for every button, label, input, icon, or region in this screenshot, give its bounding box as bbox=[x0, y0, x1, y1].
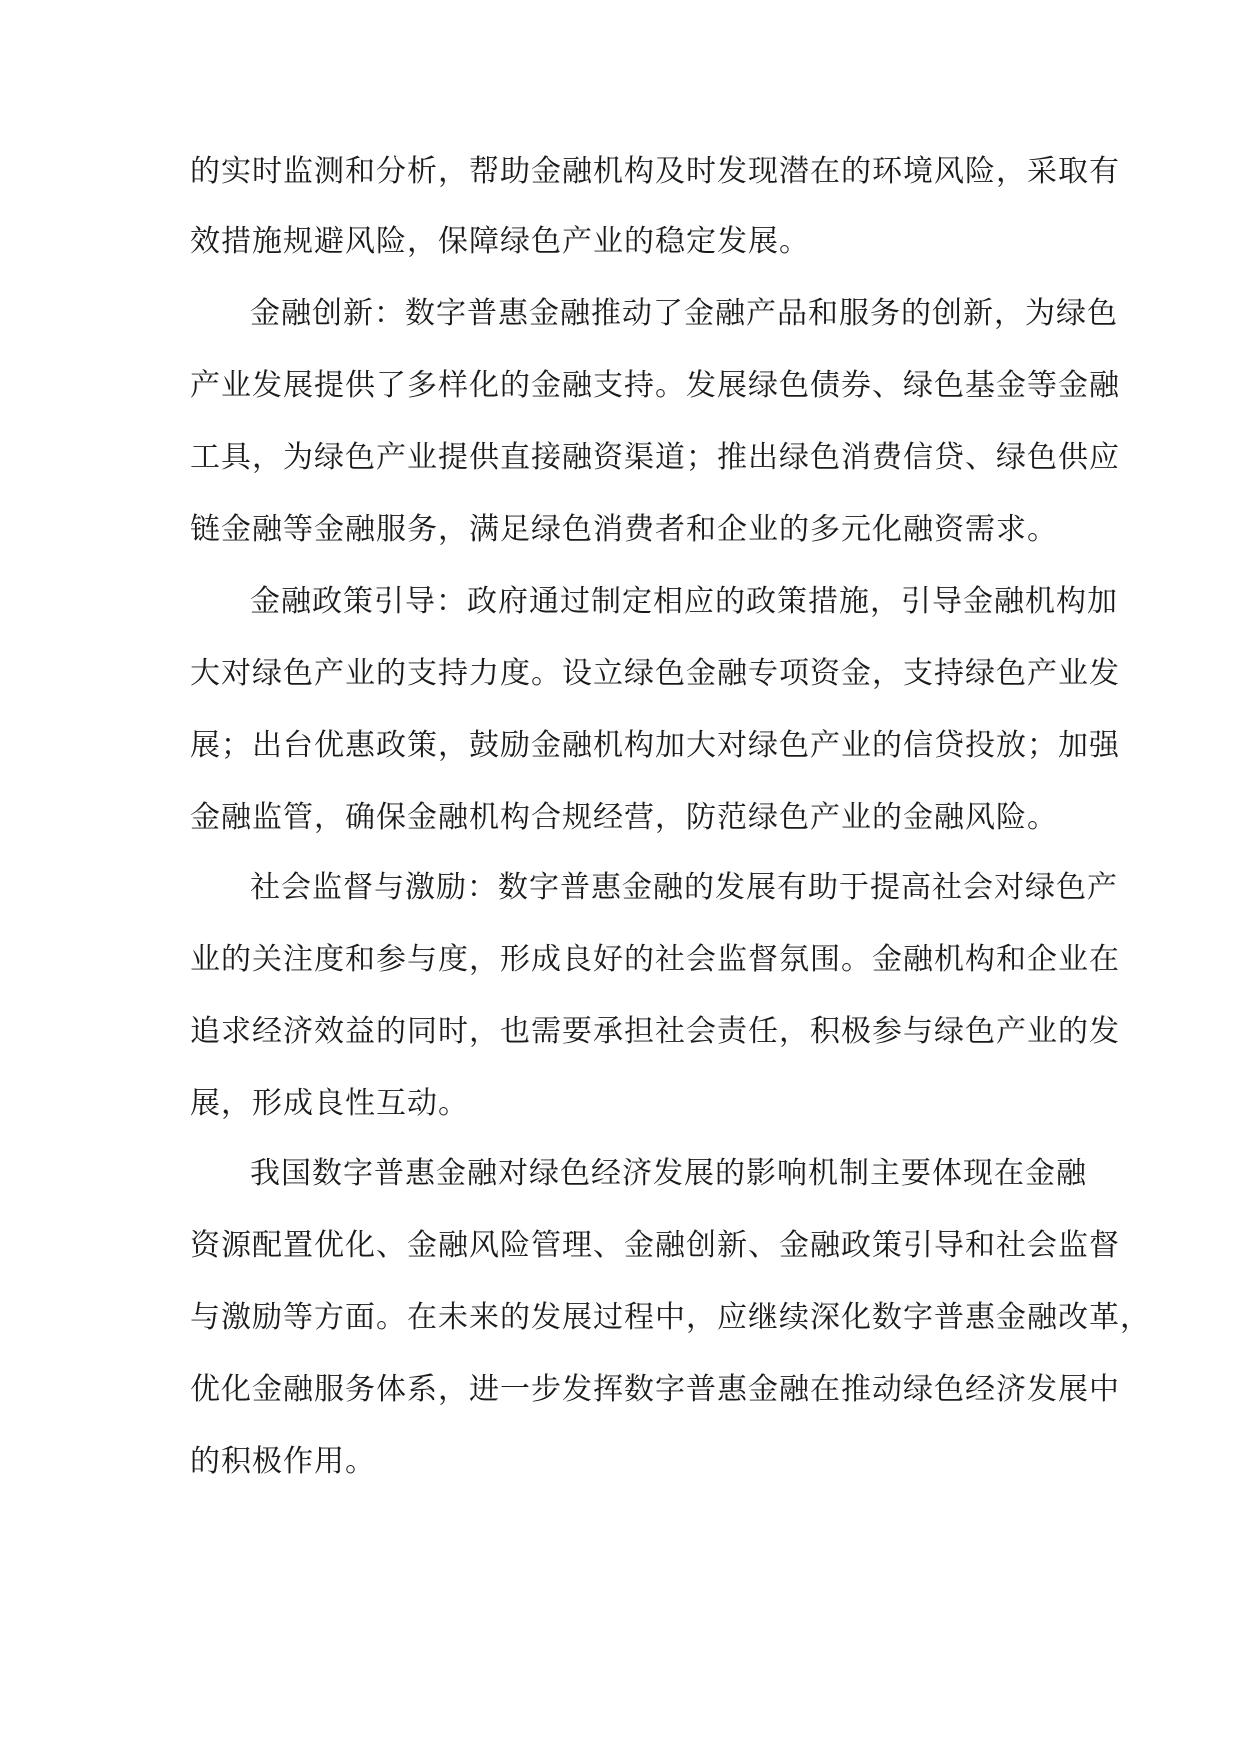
text-line: 展，形成良性互动。 bbox=[190, 1086, 469, 1121]
text-line: 金融监管，确保金融机构合规经营，防范绿色产业的金融风险。 bbox=[190, 800, 1058, 835]
text-line: 链金融等金融服务，满足绿色消费者和企业的多元化融资需求。 bbox=[190, 512, 1058, 547]
text-line: 业的关注度和参与度，形成良好的社会监督氛围。金融机构和企业在 bbox=[190, 942, 1120, 977]
paragraph-start-line: 金融创新：数字普惠金融推动了金融产品和服务的创新，为绿色 bbox=[250, 296, 1118, 331]
paragraph-start-line: 我国数字普惠金融对绿色经济发展的影响机制主要体现在金融 bbox=[250, 1156, 1087, 1191]
text-line: 的积极作用。 bbox=[190, 1444, 376, 1479]
text-line: 产业发展提供了多样化的金融支持。发展绿色债券、绿色基金等金融 bbox=[190, 368, 1120, 403]
text-line: 展；出台优惠政策，鼓励金融机构加大对绿色产业的信贷投放；加强 bbox=[190, 728, 1120, 763]
text-line: 工具，为绿色产业提供直接融资渠道；推出绿色消费信贷、绿色供应 bbox=[190, 440, 1120, 475]
paragraph-start-line: 社会监督与激励：数字普惠金融的发展有助于提高社会对绿色产 bbox=[250, 870, 1118, 905]
paragraph-start-line: 金融政策引导：政府通过制定相应的政策措施，引导金融机构加 bbox=[250, 584, 1118, 619]
text-line: 优化金融服务体系，进一步发挥数字普惠金融在推动绿色经济发展中 bbox=[190, 1372, 1120, 1407]
text-line: 追求经济效益的同时，也需要承担社会责任，积极参与绿色产业的发 bbox=[190, 1014, 1120, 1049]
text-line: 与激励等方面。在未来的发展过程中，应继续深化数字普惠金融改革， bbox=[190, 1300, 1151, 1335]
text-line: 资源配置优化、金融风险管理、金融创新、金融政策引导和社会监督 bbox=[190, 1228, 1120, 1263]
text-line: 的实时监测和分析，帮助金融机构及时发现潜在的环境风险，采取有 bbox=[190, 154, 1120, 189]
text-line: 效措施规避风险，保障绿色产业的稳定发展。 bbox=[190, 224, 810, 259]
text-line: 大对绿色产业的支持力度。设立绿色金融专项资金，支持绿色产业发 bbox=[190, 656, 1120, 691]
